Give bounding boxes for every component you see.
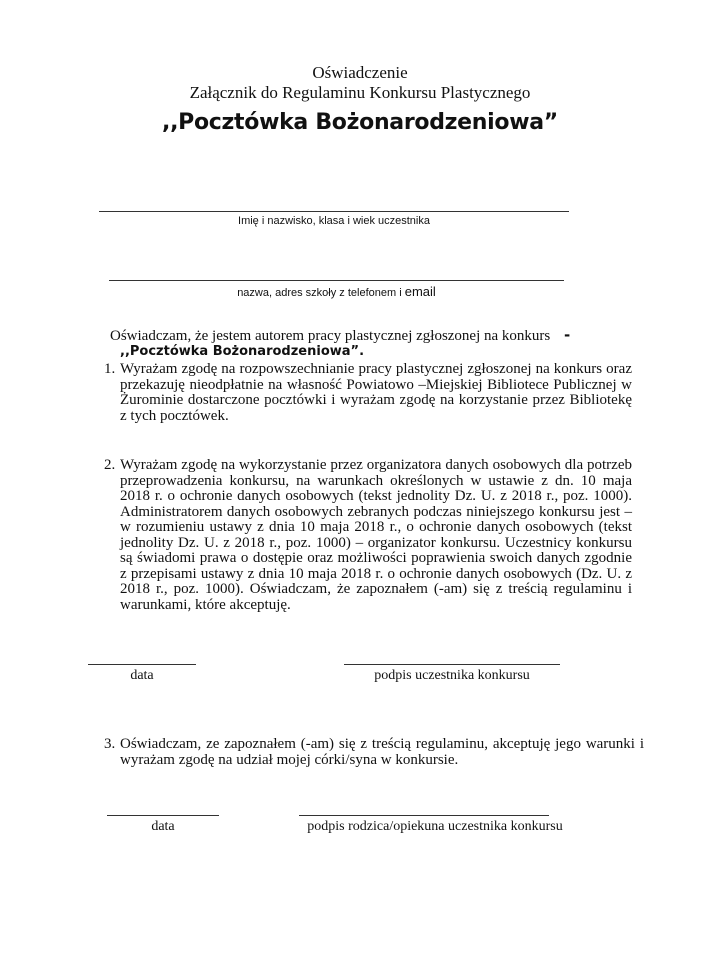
declaration-intro-text: Oświadczam, że jestem autorem pracy plastycznej zgłoszonej na konkurs bbox=[110, 328, 551, 344]
document-heading: Oświadczenie bbox=[312, 63, 408, 82]
item-text: Wyrażam zgodę na rozpowszechnianie pracy plastycznej zgłoszonej na konkurs oraz przekazuję nieodpłatnie na własność Powiatowo –Miejskiej Bibliotece Publicznej w Żurominie dostarczone pocztówki i wyrażam zgodę na korzystanie przez Bibliotekę z tych pocztówek. bbox=[120, 361, 632, 424]
school-address-caption bbox=[109, 284, 564, 299]
consent-item-3 bbox=[104, 737, 644, 768]
item-number: 3. bbox=[104, 736, 116, 752]
guardian-date-line[interactable] bbox=[107, 815, 219, 816]
participant-signature-label: podpis uczestnika konkursu bbox=[374, 668, 530, 683]
item-text: Oświadczam, ze zapoznałem (-am) się z treścią regulaminu, akceptuję jego warunki i wyrażam zgodę na udział mojej córki/syna w konkursie. bbox=[120, 736, 644, 768]
participant-signature-line[interactable] bbox=[344, 664, 560, 665]
declaration-intro bbox=[110, 326, 570, 345]
item-number: 2. bbox=[104, 457, 116, 473]
item-number: 1. bbox=[104, 361, 116, 377]
contest-title: ,,Pocztówka Bożonarodzeniowa” bbox=[162, 110, 558, 135]
guardian-signature-line[interactable] bbox=[299, 815, 549, 816]
guardian-signature-label: podpis rodzica/opiekuna uczestnika konkursu bbox=[307, 819, 563, 834]
school-address-line[interactable] bbox=[109, 280, 564, 281]
document-subheading: Załącznik do Regulaminu Konkursu Plastycznego bbox=[189, 83, 531, 102]
declaration-dash: - bbox=[564, 326, 571, 344]
declaration-contest-name: ,,Pocztówka Bożonarodzeniowa”. bbox=[120, 344, 365, 359]
consent-item-2 bbox=[104, 458, 632, 613]
item-text: Wyrażam zgodę na wykorzystanie przez organizatora danych osobowych dla potrzeb przeprowadzenia konkursu, na warunkach określonych w ustawie z dn. 10 maja 2018 r. o ochronie danych osobowych (tekst jednolity Dz. U. z 2018 r., poz. 1000). Administratorem danych osobowych zebranych podczas niniejszego konkursu jest – w rozumieniu ustawy z dnia 10 maja 2018 r., o ochronie danych osobowych (tekst jednolity Dz. U. z 2018 r., poz. 1000) – organizator konkursu. Uczestnicy konkursu są świadomi prawa o dostępie oraz możliwości poprawienia swoich danych zgodnie z przepisami ustawy z dnia 10 maja 2018 r. o ochronie danych osobowych (Dz. U. z 2018 r., poz. 1000). Oświadczam, że zapoznałem (-am) się z treścią regulaminu i warunkami, które akceptuję. bbox=[120, 457, 632, 613]
participant-name-caption: Imię i nazwisko, klasa i wiek uczestnika bbox=[238, 215, 430, 227]
participant-date-line[interactable] bbox=[88, 664, 196, 665]
participant-name-line[interactable] bbox=[99, 211, 569, 212]
consent-item-1 bbox=[104, 362, 632, 424]
guardian-date-label: data bbox=[151, 819, 175, 834]
school-caption-email: email bbox=[404, 284, 436, 299]
school-caption-prefix: nazwa, adres szkoły z telefonem i bbox=[237, 287, 405, 299]
participant-date-label: data bbox=[130, 668, 154, 683]
